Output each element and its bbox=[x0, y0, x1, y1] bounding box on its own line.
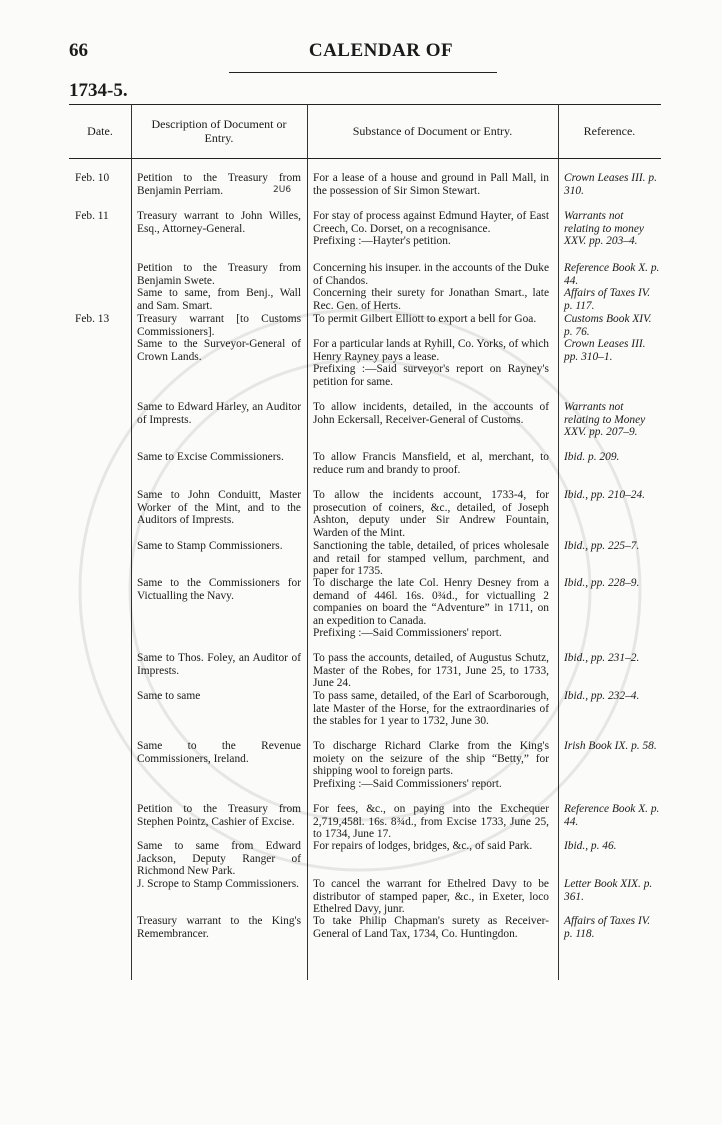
entry-description: Same to Thos. Foley, an Auditor of Imprests. bbox=[137, 652, 301, 677]
entry-description: Treasury warrant to John Willes, Esq., Attorney-General. bbox=[137, 210, 301, 235]
title-rule bbox=[229, 72, 497, 73]
entry-date: Feb. 10 bbox=[75, 172, 110, 184]
entry-reference: Ibid., pp. 225–7. bbox=[564, 540, 640, 552]
entry-substance: To allow the incidents account, 1733-4, for prosecution of coiners, &c., detailed, of Joseph Ashton, deputy under Sir Andrew Fountain, Warden of the Mint. bbox=[313, 489, 549, 539]
column-header-reference: Reference. bbox=[583, 124, 636, 138]
entry-reference: Customs Book XIV. p. 76. bbox=[564, 313, 652, 338]
entry-description: Petition to the Treasury from Stephen Pointz, Cashier of Excise. bbox=[137, 803, 301, 828]
entry-substance-block bbox=[313, 287, 549, 312]
entry-substance-block bbox=[313, 840, 549, 853]
entry-substance: To discharge the late Col. Henry Desney from a demand of 446l. 16s. 0¾d., for victualling 2 companies on board the “Adventure” in 1711, on an expedition to Canada. bbox=[313, 577, 549, 627]
entry-prefixing-note: Prefixing :—Said Commissioners' report. bbox=[313, 627, 502, 640]
entry-reference: Affairs of Taxes IV. p. 117. bbox=[564, 287, 651, 312]
column-header-substance: Substance of Document or Entry. bbox=[352, 124, 513, 138]
entry-substance: Sanctioning the table, detailed, of prices wholesale and retail for stamped vellum, parchment, and paper for 1735. bbox=[313, 540, 549, 578]
entry-reference: Letter Book XIX. p. 361. bbox=[564, 878, 653, 903]
entry-substance-block bbox=[313, 262, 549, 287]
entry-substance: To take Philip Chapman's surety as Receiver-General of Land Tax, 1734, Co. Huntingdon. bbox=[313, 915, 549, 940]
entry-description: Same to John Conduitt, Master Worker of the Mint, and to the Auditors of Imprests. bbox=[137, 489, 301, 527]
entry-substance-block bbox=[313, 803, 549, 841]
entry-prefixing-note: Prefixing :—Said surveyor's report on Rayney's petition for same. bbox=[313, 363, 549, 388]
entry-description: Same to Edward Harley, an Auditor of Imprests. bbox=[137, 401, 301, 426]
entry-reference: Ibid., pp. 232–4. bbox=[564, 690, 640, 702]
entry-description: Petition to the Treasury from Benjamin Swete. bbox=[137, 262, 301, 287]
column-header-date: Date. bbox=[87, 124, 113, 138]
entry-date: Feb. 11 bbox=[75, 210, 109, 222]
entry-description: Treasury warrant [to Customs Commissioners]. bbox=[137, 313, 301, 338]
entry-substance-block bbox=[313, 878, 549, 916]
entry-reference: Reference Book X. p. 44. bbox=[564, 262, 660, 287]
entry-substance: For repairs of lodges, bridges, &c., of said Park. bbox=[313, 840, 533, 852]
entry-substance-block bbox=[313, 690, 549, 728]
entry-substance: To pass same, detailed, of the Earl of Scarborough, late Master of the Horse, for the extraordinaries of the stables for 1 year to 1732, June 30. bbox=[313, 690, 549, 728]
entry-description: Treasury warrant to the King's Remembrancer. bbox=[137, 915, 301, 940]
entry-substance-block bbox=[313, 740, 549, 790]
entry-substance: To pass the accounts, detailed, of Augustus Schutz, Master of the Robes, for 1731, June 25, to 1733, June 24. bbox=[313, 652, 549, 690]
entry-description: Same to Stamp Commissioners. bbox=[137, 540, 283, 552]
entry-substance: To discharge Richard Clarke from the King's moiety on the seizure of the ship “Betty,” for shipping wool to foreign parts. bbox=[313, 740, 549, 778]
entry-substance-block bbox=[313, 451, 549, 476]
entry-description: Same to the Commissioners for Victualling the Navy. bbox=[137, 577, 301, 602]
entry-description: Petition to the Treasury from Benjamin Perriam. bbox=[137, 172, 301, 197]
entry-substance: Concerning their surety for Jonathan Smart., late Rec. Gen. of Herts. bbox=[313, 287, 549, 312]
page-number: 66 bbox=[69, 40, 88, 61]
entry-description: Same to same from Edward Jackson, Deputy Ranger of Richmond New Park. bbox=[137, 840, 301, 878]
entry-description: Same to same bbox=[137, 690, 201, 702]
entry-substance: For a lease of a house and ground in Pall Mall, in the possession of Sir Simon Stewart. bbox=[313, 172, 549, 197]
entry-reference: Warrants not relating to Money XXV. pp. 207–9. bbox=[564, 401, 646, 439]
entry-substance-block bbox=[313, 172, 549, 197]
entry-reference: Crown Leases III. p. 310. bbox=[564, 172, 657, 197]
entry-substance: For stay of process against Edmund Hayter, of East Creech, Co. Dorset, on a recognisance. bbox=[313, 210, 549, 235]
entry-date: Feb. 13 bbox=[75, 313, 110, 325]
entry-substance-block bbox=[313, 313, 549, 326]
entry-reference: Ibid., p. 46. bbox=[564, 840, 617, 852]
entry-description: Same to same, from Benj., Wall and Sam. Smart. bbox=[137, 287, 301, 312]
entry-description: J. Scrope to Stamp Commissioners. bbox=[137, 878, 299, 890]
entry-substance-block bbox=[313, 577, 549, 640]
entry-substance-block bbox=[313, 489, 549, 539]
entry-reference: Ibid., pp. 210–24. bbox=[564, 489, 645, 501]
column-rule-1 bbox=[131, 104, 132, 980]
entry-substance-block bbox=[313, 210, 549, 248]
entry-reference: Warrants not relating to money XXV. pp. 203–4. bbox=[564, 210, 644, 248]
entry-substance: To cancel the warrant for Ethelred Davy to be distributor of stamped paper, &c., in Exeter, loco Ethelred Davy, junr. bbox=[313, 878, 549, 916]
entry-reference: Reference Book X. p. 44. bbox=[564, 803, 660, 828]
entry-prefixing-note: Prefixing :—Said Commissioners' report. bbox=[313, 777, 502, 790]
running-title: CALENDAR OF bbox=[308, 40, 454, 61]
entry-substance: To allow incidents, detailed, in the accounts of John Eckersall, Receiver-General of Customs. bbox=[313, 401, 549, 426]
entry-substance: To permit Gilbert Elliott to export a bell for Goa. bbox=[313, 313, 537, 325]
entry-reference: Ibid. p. 209. bbox=[564, 451, 620, 463]
column-rule-2 bbox=[307, 104, 308, 980]
entry-reference: Ibid., pp. 231–2. bbox=[564, 652, 640, 664]
entry-prefixing-note: Prefixing :—Hayter's petition. bbox=[313, 235, 451, 248]
entry-substance-block bbox=[313, 915, 549, 940]
column-headers bbox=[69, 104, 661, 159]
column-rule-3 bbox=[558, 104, 559, 980]
entry-description: Same to Excise Commissioners. bbox=[137, 451, 284, 463]
entry-reference: Affairs of Taxes IV. p. 118. bbox=[564, 915, 651, 940]
column-header-description: Description of Document or Entry. bbox=[151, 117, 287, 145]
entry-substance-block bbox=[313, 401, 549, 426]
annotation-stamp: 2U6 bbox=[273, 185, 292, 195]
entry-substance: For fees, &c., on paying into the Exchequer 2,719,458l. 16s. 8¾d., from Excise 1733, June 25, to 1734, June 17. bbox=[313, 803, 549, 841]
year-heading: 1734-5. bbox=[69, 80, 128, 101]
entry-reference: Irish Book IX. p. 58. bbox=[564, 740, 657, 752]
entry-description: Same to the Surveyor-General of Crown Lands. bbox=[137, 338, 301, 363]
entry-substance-block bbox=[313, 652, 549, 690]
entry-reference: Ibid., pp. 228–9. bbox=[564, 577, 640, 589]
entry-substance: To allow Francis Mansfield, et al, merchant, to reduce rum and brandy to proof. bbox=[313, 451, 549, 476]
entry-substance: Concerning his insuper. in the accounts of the Duke of Chandos. bbox=[313, 262, 549, 287]
entry-substance-block bbox=[313, 338, 549, 388]
entry-description: Same to the Revenue Commissioners, Ireland. bbox=[137, 740, 301, 765]
entry-substance: For a particular lands at Ryhill, Co. Yorks, of which Henry Rayney pays a lease. bbox=[313, 338, 549, 363]
entry-reference: Crown Leases III. pp. 310–1. bbox=[564, 338, 646, 363]
entry-substance-block bbox=[313, 540, 549, 578]
